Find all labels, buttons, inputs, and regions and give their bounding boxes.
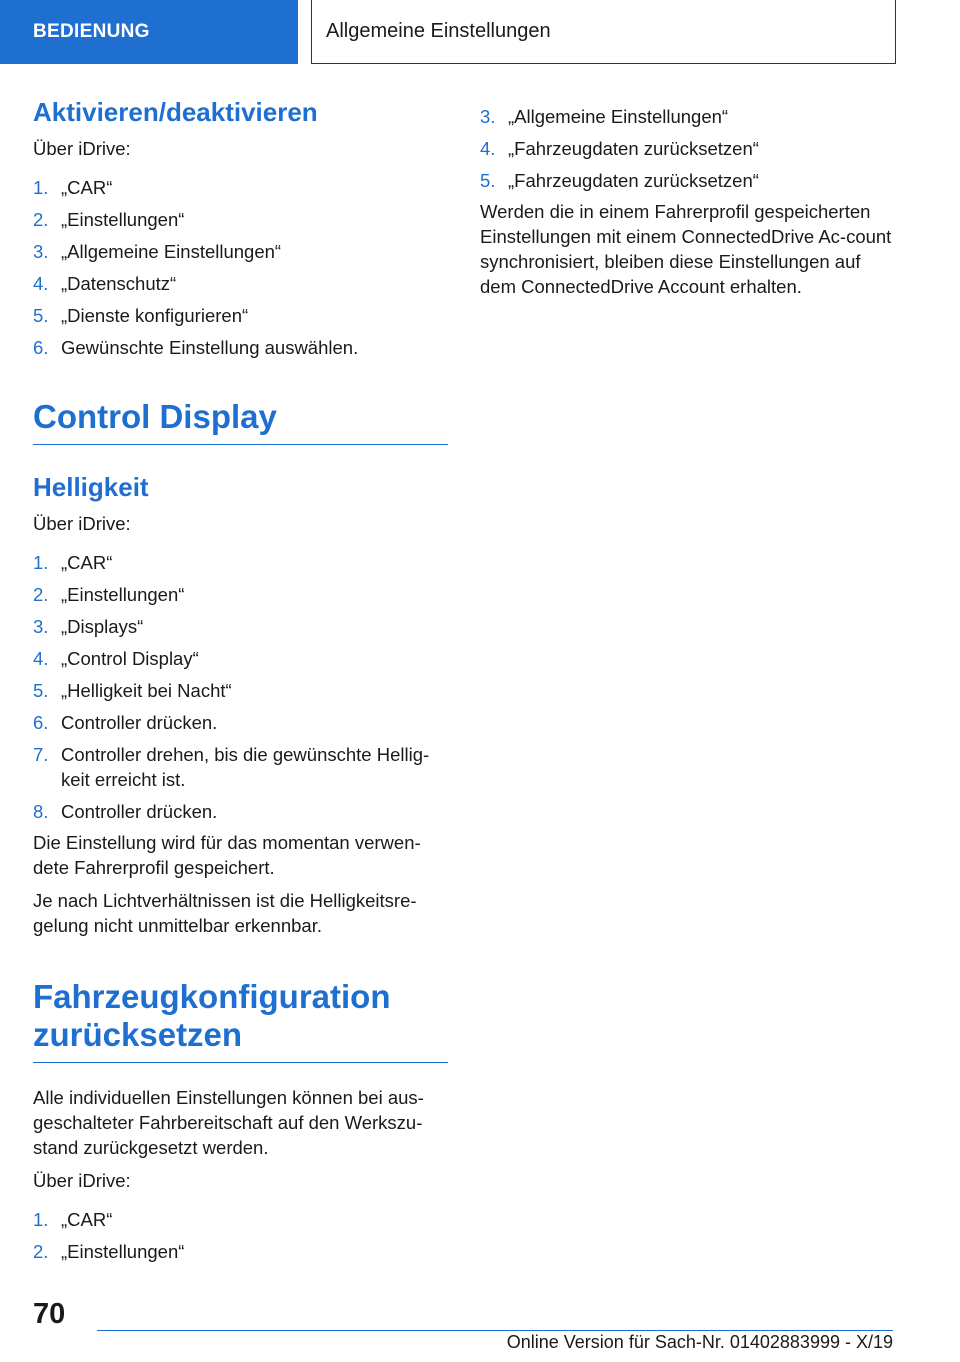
list-item: 6. Controller drücken. (33, 712, 218, 733)
heading-aktivieren: Aktivieren/deaktivieren (33, 97, 318, 127)
reset-description: Alle individuellen Einstellungen können bei aus‐geschalteter Fahrbereitschaft auf den Werkszu‐stand zurückgesetzt werden. (33, 1087, 424, 1158)
note-profile: Die Einstellung wird für das momentan verwen‐dete Fahrerprofil gespeichert. (33, 832, 421, 878)
heading-control-display: Control Display (33, 398, 448, 445)
chapter-header (311, 0, 896, 64)
intro-helligkeit: Über iDrive: (33, 513, 131, 534)
footer-divider (97, 1330, 893, 1331)
page-number: 70 (33, 1298, 66, 1330)
intro-aktivieren: Über iDrive: (33, 138, 131, 159)
list-item: 1. „CAR“ (33, 552, 113, 573)
section-tab (0, 0, 298, 64)
left-column (33, 96, 448, 1271)
steps-reset-right (480, 104, 895, 193)
note-light: Je nach Lichtverhältnissen ist die Helligkeitsre‐gelung nicht unmittelbar erkennbar. (33, 890, 417, 936)
list-item: 5. „Helligkeit bei Nacht“ (33, 680, 232, 701)
list-item: 2. „Einstellungen“ (33, 1241, 185, 1262)
list-item: 7. Controller drehen, bis die gewünschte Hellig‐keit erreicht ist. (33, 744, 430, 790)
list-item: 3. „Allgemeine Einstellungen“ (33, 241, 282, 262)
list-item: 6. Gewünschte Einstellung auswählen. (33, 337, 359, 358)
right-column (480, 104, 895, 299)
steps-aktivieren (33, 175, 448, 360)
intro-reset: Über iDrive: (33, 1170, 131, 1191)
heading-reset: Fahrzeugkonfiguration zurücksetzen (33, 978, 448, 1063)
steps-reset-left (33, 1207, 448, 1264)
list-item: 5. „Fahrzeugdaten zurücksetzen“ (480, 170, 759, 191)
list-item: 2. „Einstellungen“ (33, 209, 185, 230)
list-item: 2. „Einstellungen“ (33, 584, 185, 605)
list-item: 5. „Dienste konfigurieren“ (33, 305, 249, 326)
note-connecteddrive: Werden die in einem Fahrerprofil gespeicherten Einstellungen mit einem ConnectedDrive Ac‐count synchronisiert, bleiben diese Einstellungen auf dem ConnectedDrive Account erhalten. (480, 201, 892, 297)
steps-helligkeit (33, 550, 448, 824)
chapter-label: Allgemeine Einstellungen (326, 20, 551, 42)
list-item: 4. „Control Display“ (33, 648, 199, 669)
list-item: 3. „Displays“ (33, 616, 144, 637)
heading-helligkeit: Helligkeit (33, 472, 149, 502)
list-item: 1. „CAR“ (33, 1209, 113, 1230)
list-item: 8. Controller drücken. (33, 801, 218, 822)
list-item: 3. „Allgemeine Einstellungen“ (480, 106, 729, 127)
footer-version: Online Version für Sach-Nr. 01402883999 - X/19 (506, 1332, 893, 1352)
list-item: 1. „CAR“ (33, 177, 113, 198)
list-item: 4. „Datenschutz“ (33, 273, 177, 294)
section-label: BEDIENUNG (33, 21, 150, 42)
list-item: 4. „Fahrzeugdaten zurücksetzen“ (480, 138, 759, 159)
